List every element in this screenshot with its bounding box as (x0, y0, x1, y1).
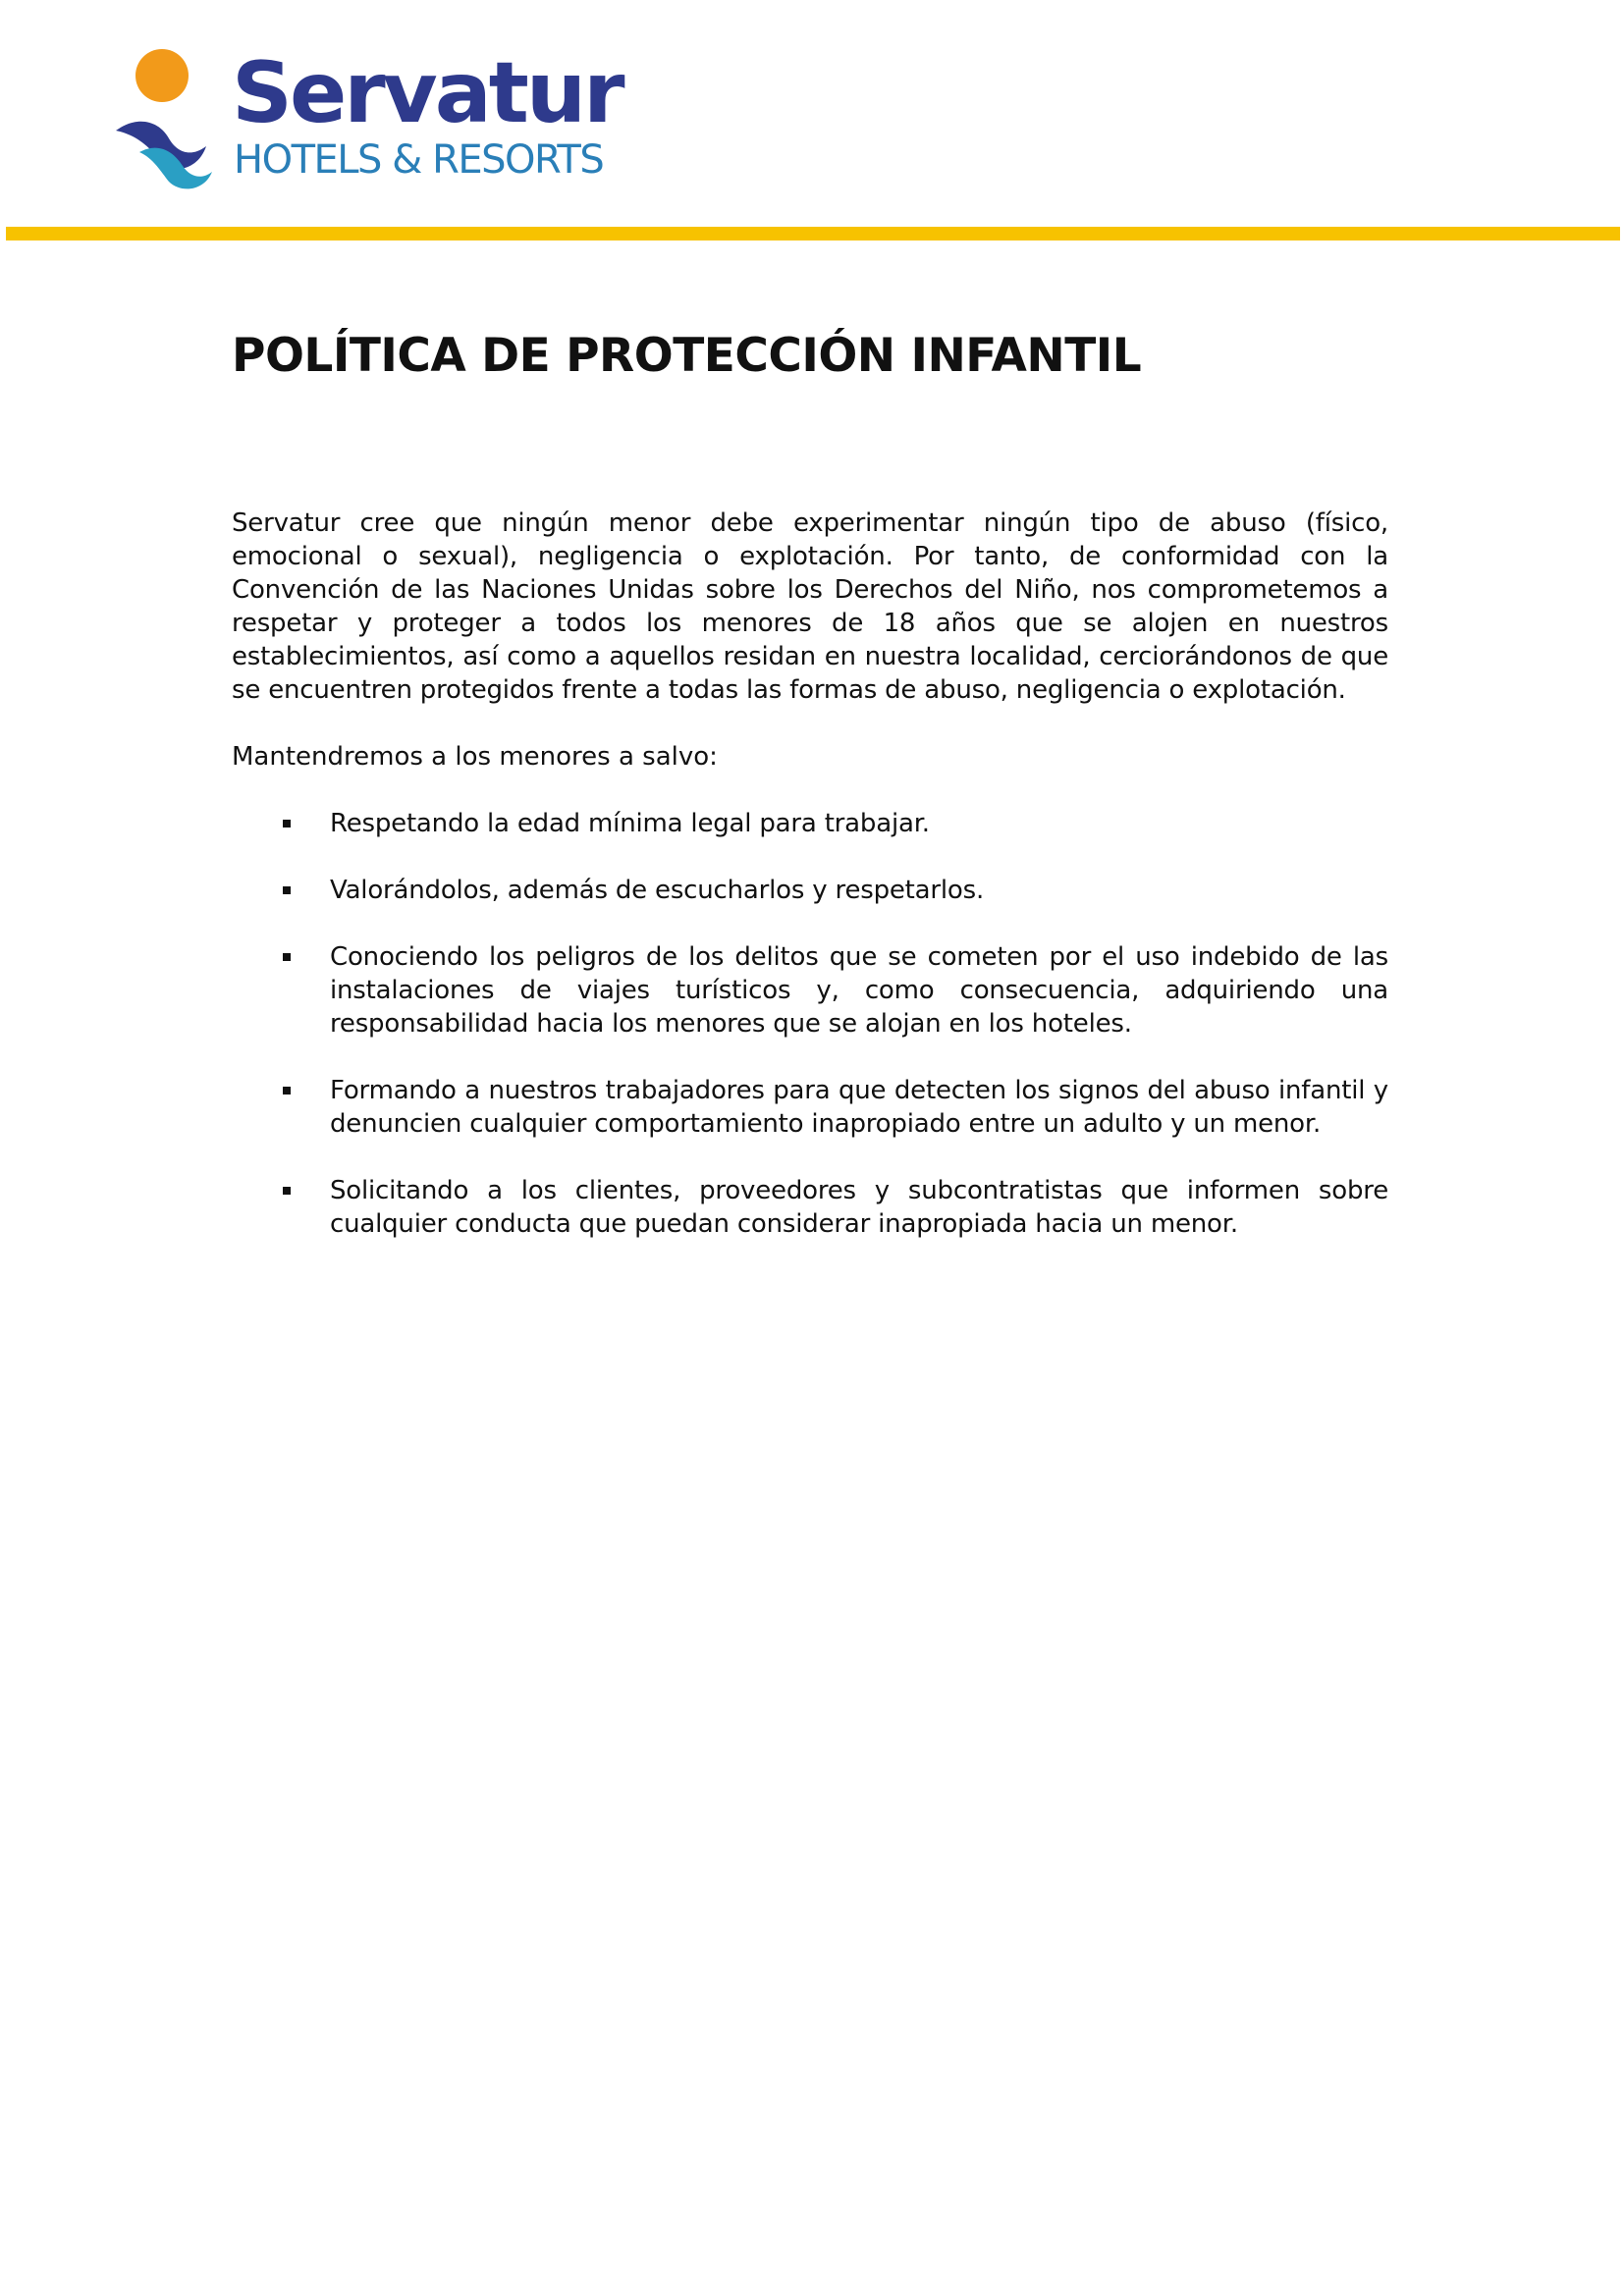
square-bullet-icon (283, 886, 291, 894)
list-item-text: Conociendo los peligros de los delitos que se cometen por el uso indebido de las instalaciones de viajes turísticos y, como consecuencia, adquiriendo una responsabilidad hacia los menores que se alojan en los hoteles. (330, 942, 1388, 1039)
square-bullet-icon (283, 820, 291, 828)
square-bullet-icon (283, 1087, 291, 1095)
list-item (232, 874, 1388, 907)
list-item (232, 807, 1388, 840)
commitments-list (232, 807, 1388, 1241)
document-title: POLÍTICA DE PROTECCIÓN INFANTIL (232, 329, 1142, 383)
square-bullet-icon (283, 1187, 291, 1195)
list-item-text: Formando a nuestros trabajadores para que detecten los signos del abuso infantil y denuncien cualquier comportamiento inapropiado entre un adulto y un menor. (330, 1076, 1388, 1139)
sun-over-waves-icon (108, 44, 216, 191)
list-item-text: Respetando la edad mínima legal para trabajar. (330, 809, 930, 838)
servatur-logo (108, 44, 623, 191)
brand-name: Servatur (232, 44, 623, 142)
list-item-text: Solicitando a los clientes, proveedores y subcontratistas que informen sobre cualquier conducta que puedan considerar inapropiada hacia un menor. (330, 1176, 1388, 1239)
list-item (232, 1174, 1388, 1241)
list-item (232, 1074, 1388, 1141)
document-body (232, 324, 1388, 1274)
brand-subtitle: HOTELS & RESORTS (234, 137, 604, 183)
page-header (0, 0, 1624, 245)
square-bullet-icon (283, 953, 291, 961)
list-item-text: Valorándolos, además de escucharlos y respetarlos. (330, 876, 985, 905)
header-divider (6, 227, 1620, 240)
list-lead-text: Mantendremos a los menores a salvo: (232, 742, 718, 772)
intro-paragraph: Servatur cree que ningún menor debe experimentar ningún tipo de abuso (físico, emocional o sexual), negligencia o explotación. Por tanto, de conformidad con la Convención de las Naciones Unidas sobre los Derechos del Niño, nos comprometemos a respetar y proteger a todos los menores de 18 años que se alojen en nuestros establecimientos, así como a aquellos residan en nuestra localidad, cerciorándonos de que se encuentren protegidos frente a todas las formas de abuso, negligencia o explotación. (232, 508, 1388, 705)
list-item (232, 940, 1388, 1041)
